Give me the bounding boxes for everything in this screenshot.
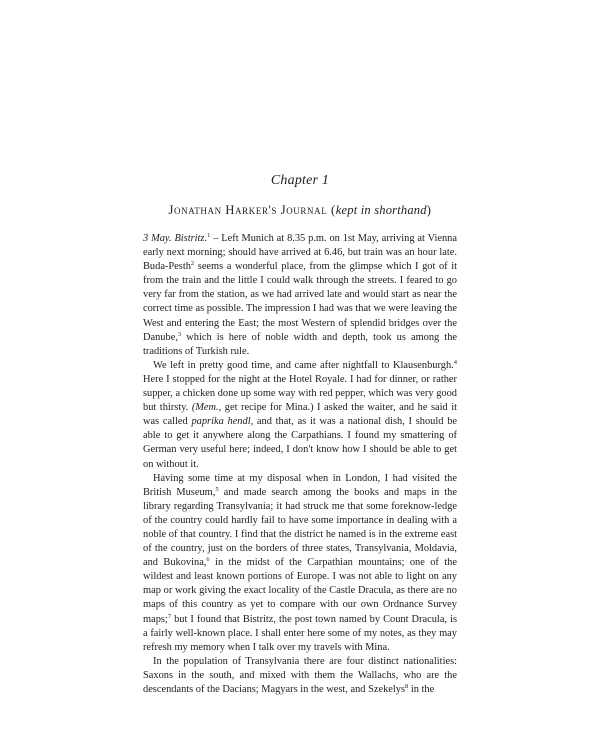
- paragraph-1: [143, 232, 457, 359]
- paragraph-text: and made search among the books and maps in the library regarding Transylvania; it had struck me that some foreknow-ledge of the country could hardly fail to have some importance in dealing with a noble of that country. I find that the district he named is in the extreme east of the country, just on the borders of three states, Transylvania, Moldavia, and Bukovina,: [143, 486, 457, 569]
- paragraph-text: Having some time at my disposal when in London, I had visited the British Museum,: [143, 472, 457, 498]
- footnote-marker: 2: [190, 260, 195, 268]
- paragraph-2: [143, 359, 457, 472]
- memo-text: (Mem.,: [191, 402, 222, 414]
- footnote-marker: 4: [453, 358, 457, 366]
- dish-name: paprika hendl,: [191, 416, 254, 428]
- paragraph-text: We left in pretty good time, and came after nightfall to Klausenburgh.: [153, 359, 454, 371]
- footnote-marker: 5: [215, 485, 219, 493]
- paragraph-text: get recipe for Mina.) I asked the waiter, and he said it was called: [143, 402, 457, 428]
- paragraph-text: in the midst of the Carpathian mountains; one of the wildest and least known portions of Europe. I was not able to light on any map or work giving the exact locality of the Castle Dracula, as there are no maps of this country as yet to compare with our own Ordnance Survey maps;: [143, 557, 457, 625]
- footnote-marker: 3: [177, 330, 182, 338]
- paragraph-text: but I found that Bistritz, the post town named by Count Dracula, is a fairly well-known place. I shall enter here some of my notes, as they may refresh my memory when I talk over my travels with Mina.: [143, 613, 457, 653]
- paragraph-text: seems a wonderful place, from the glimpse which I got of it from the train and the little I could walk through the streets. I feared to go very far from the station, as we had arrived late and would start as near the correct time as possible. The impression I had was that we were leaving the West and entering the East; the most Western of splendid bridges over the Danube,: [143, 261, 457, 343]
- footnote-marker: 1: [207, 232, 211, 239]
- journal-paren-close: ): [426, 203, 432, 217]
- paragraph-text: in the: [408, 684, 435, 695]
- entry-date: 3 May. Bistritz.: [143, 233, 208, 244]
- journal-paren-open: (: [331, 203, 336, 217]
- chapter-title: Chapter 1: [270, 173, 330, 188]
- journal-heading: [0, 203, 600, 218]
- journal-name: Jonathan Harker's Journal: [168, 203, 328, 217]
- paragraph-text: which is here of noble width and depth, took us among the traditions of Turkish rule.: [143, 331, 457, 357]
- journal-body: [143, 232, 457, 697]
- footnote-marker: 6: [206, 556, 210, 564]
- paragraph-3: [143, 472, 457, 655]
- footnote-marker: 8: [405, 683, 409, 690]
- paragraph-4: [143, 655, 457, 697]
- paragraph-text: and that, as it was a national dish, I should be able to get it anywhere along the Carpathians. I found my smattering of German very useful here; indeed, I don't know how I should be able to get on without it.: [143, 416, 457, 470]
- footnote-marker: 7: [167, 612, 172, 620]
- paragraph-text: Here I stopped for the night at the Hotel Royale. I had for dinner, or rather supper, a chicken done up some way with red pepper, which was very good but thirsty.: [143, 373, 457, 414]
- journal-note: kept in shorthand: [335, 203, 427, 217]
- paragraph-text: In the population of Transylvania there are four distinct nationalities: Saxons in the south, and mixed with them the Wallachs, who are the descendants of the Dacians; Magyars in the west, and Szekelys: [143, 655, 457, 695]
- paragraph-text: – Left Munich at 8.35 p.m. on 1st May, arriving at Vienna early next morning; should have arrived at 6.46, but train was an hour late. Buda-Pesth: [143, 233, 457, 273]
